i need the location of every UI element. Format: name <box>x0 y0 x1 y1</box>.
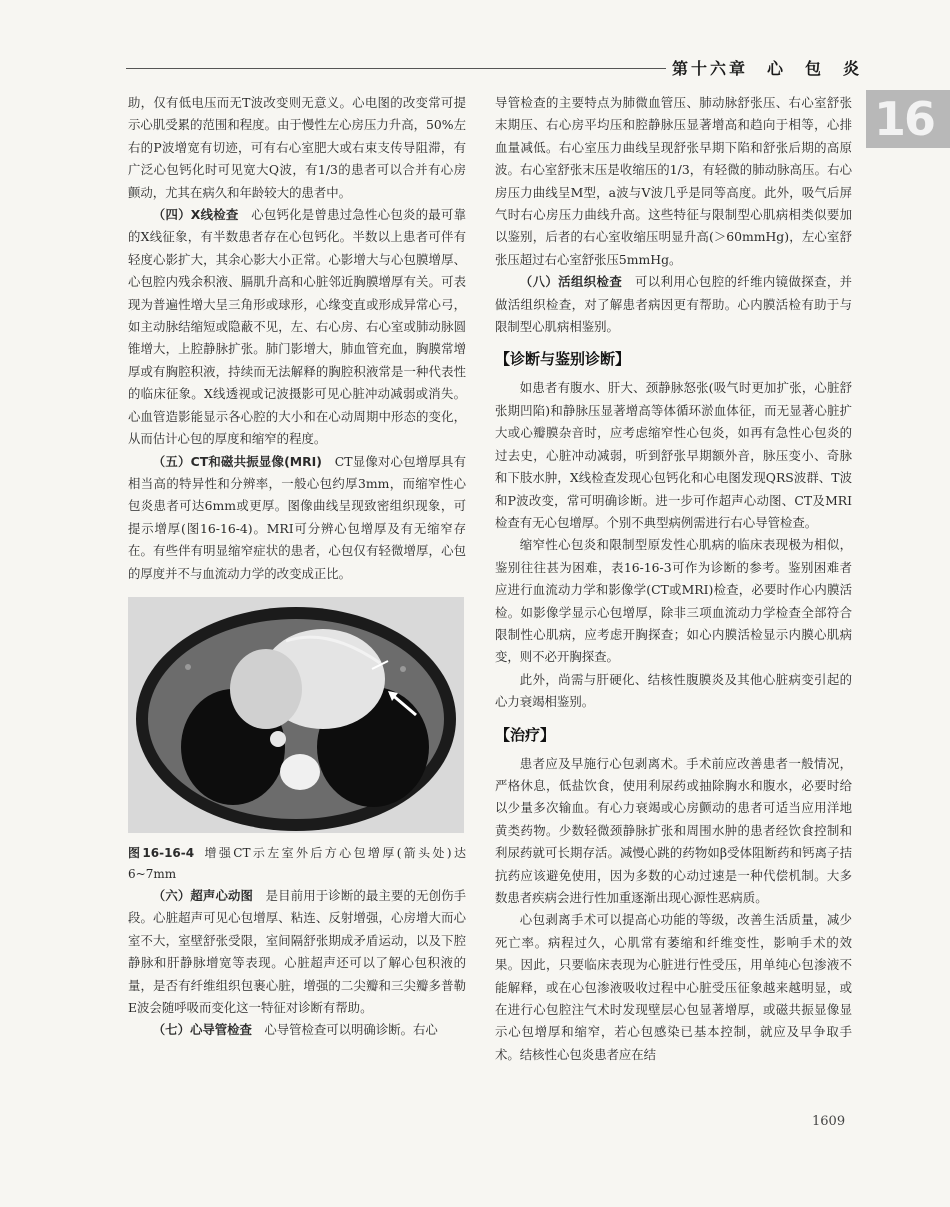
section-ct-mri <box>128 451 466 585</box>
figure-caption <box>128 843 466 885</box>
section-biopsy-heading: （八）活组织检查 <box>519 274 623 290</box>
left-column <box>128 92 466 1042</box>
diagnosis-paragraph-3: 此外，尚需与肝硬化、结核性腹膜炎及其他心脏病变引起的心力衰竭相鉴别。 <box>495 671 852 710</box>
section-biopsy <box>495 271 852 338</box>
section-echo-body: 是目前用于诊断的最主要的无创伤手段。心脏超声可见心包增厚、粘连、反射增强，心房增大而心室不大，室壁舒张受限，室间隔舒张期成矛盾运动，以及下腔静脉和肝静脉增宽等表现。心脏超声还可以了解心包积液的量，是否有纤维组织包裹心脏，增强的二尖瓣和三尖瓣多普勒E波会随呼吸而变化这一特征对诊断有帮助。 <box>128 887 467 1015</box>
section-ct-mri-heading: （五）CT和磁共振显像(MRI) <box>152 453 322 469</box>
left-paragraph-1: 助，仅有低电压而无T波改变则无意义。心电图的改变常可提示心肌受累的范围和程度。由于慢性左心房压力升高，50%左右的P波增宽有切迹，可有右心室肥大或右束支传导阻滞，有广泛心包钙化时可见宽大Q波，有1/3的患者可以合并有心房颤动，尤其在病久和年龄较大的患者中。 <box>128 95 466 200</box>
figure-number: 图16-16-4 <box>128 845 195 860</box>
section-biopsy-body: 可以利用心包腔的纤维内镜做探查，并做活组织检查，对了解患者病因更有帮助。心内膜活检有助于与限制型心肌病相鉴别。 <box>495 274 853 335</box>
diagnosis-heading: 【诊断与鉴别诊断】 <box>495 350 631 369</box>
chapter-tab <box>866 90 950 148</box>
header-rule <box>126 68 666 69</box>
chapter-title: 第十六章 心 包 炎 <box>672 59 863 78</box>
figure-caption-text: 增强CT示左室外后方心包增厚(箭头处)达6~7mm <box>128 845 466 881</box>
right-paragraph-1: 导管检查的主要特点为肺微血管压、肺动脉舒张压、右心室舒张末期压、右心房平均压和腔静脉压显著增高和趋向于相等，心排血量减低。右心室压力曲线呈现舒张早期下陷和舒张后期的高原波。右心室舒张末压是收缩压的1/3，有轻微的肺动脉高压。右心房压力曲线呈M型，a波与V波几乎是同等高度。此外，吸气后屏气时右心房压力曲线升高。这些特征与限制型心肌病相类似要加以鉴别，后者的右心室收缩压明显升高(＞60mmHg)，左心室舒张压超过右心室舒张压5mmHg。 <box>495 95 852 267</box>
section-echo-heading: （六）超声心动图 <box>152 887 254 903</box>
section-catheter-heading: （七）心导管检查 <box>152 1022 252 1038</box>
ct-scan-figure <box>128 597 464 833</box>
section-xray <box>128 204 466 450</box>
diagnosis-paragraph-1: 如患者有腹水、肝大、颈静脉怒张(吸气时更加扩张，心脏舒张期凹陷)和静脉压显著增高等体循环淤血体征，而无显著心脏扩大或心瓣膜杂音时，应考虑缩窄性心包炎，如再有急性心包炎的过去史，心脏冲动减弱，听到舒张早期额外音，脉压变小、奇脉和下肢水肿，X线检查发现心包钙化和心电图发现QRS波群、T波和P波改变，常可明确诊断。进一步可作超声心动图、CT及MRI检查有无心包增厚。个别不典型病例需进行右心导管检查。 <box>495 380 852 530</box>
section-catheter <box>128 1019 466 1041</box>
treatment-heading: 【治疗】 <box>495 725 556 744</box>
section-catheter-body: 心导管检查可以明确诊断。右心 <box>264 1022 438 1038</box>
treatment-paragraph-2: 心包剥离手术可以提高心功能的等级，改善生活质量，减少死亡率。病程过久，心肌常有萎缩和纤维变性，影响手术的效果。因此，只要临床表现为心脏进行性受压，用单纯心包渗液不能解释，或在心包渗液吸收过程中心脏受压征象越来越明显，或在进行心包腔注气术时发现壁层心包显著增厚，或磁共振显像显示心包增厚和缩窄，若心包感染已基本控制，就应及早争取手术。结核性心包炎患者应在结 <box>495 912 852 1062</box>
treatment-paragraph-1: 患者应及早施行心包剥离术。手术前应改善患者一般情况，严格休息，低盐饮食，使用利尿药或抽除胸水和腹水，必要时给以少量多次输血。有心力衰竭或心房颤动的患者可适当应用洋地黄类药物。少数轻微颈静脉扩张和周围水肿的患者经饮食控制和利尿药就可长期存活。减慢心跳的药物如β受体阻断药和钙离子拮抗药应该避免使用，因为多数的心动过速是一种代偿机制。大多数患者疾病会进行性加重逐渐出现心源性恶病质。 <box>495 755 852 905</box>
right-column <box>495 92 852 1066</box>
page-number: 1609 <box>812 1114 846 1129</box>
section-echo <box>128 885 466 1019</box>
chapter-tab-number: 16 <box>874 92 935 146</box>
section-xray-heading: （四）X线检查 <box>152 207 239 223</box>
section-ct-mri-body: CT显像对心包增厚具有相当高的特异性和分辨率，一般心包约厚3mm，而缩窄性心包炎患者可达6mm或更厚。图像曲线呈现致密组织现象，可提示增厚(图16-16-4)。MRI可分辨心包增厚及有无缩窄存在。有些伴有明显缩窄症状的患者，心包仅有轻微增厚，心包的厚度并不与血流动力学的改变成正比。 <box>128 453 466 581</box>
ct-scan-image <box>128 597 464 833</box>
diagnosis-paragraph-2: 缩窄性心包炎和限制型原发性心肌病的临床表现极为相似，鉴别往往甚为困难，表16-16-3可作为诊断的参考。鉴别困难者应进行血流动力学和影像学(CT或MRI)检查，必要时作心内膜活检。如影像学显示心包增厚，除非三项血流动力学检查全部符合限制性心肌病，应考虑开胸探查；如心内膜活检显示内膜心肌病变，则不必开胸探查。 <box>495 537 852 665</box>
section-xray-body: 心包钙化是曾患过急性心包炎的最可靠的X线征象，有半数患者存在心包钙化。半数以上患者可伴有轻度心影扩大，其余心影大小正常。心影增大与心包膜增厚、心包腔内残余积液、膈肌升高和心脏邻近胸膜增厚有关。可表现为普遍性增大呈三角形或球形，心缘变直或形成异常心弓，如主动脉结缩短或隐蔽不见，左、右心房、右心室或肺动脉圆锥增大，上腔静脉扩张。肺门影增大，肺血管充血，胸膜常增厚或有胸腔积液，持续而无法解释的胸腔积液常是一种代表性的临床征象。X线透视或记波摄影可见心脏冲动减弱或消失。心血管造影能显示各心腔的大小和在心动周期中形态的变化，从而估计心包的厚度和缩窄的程度。 <box>128 207 467 447</box>
